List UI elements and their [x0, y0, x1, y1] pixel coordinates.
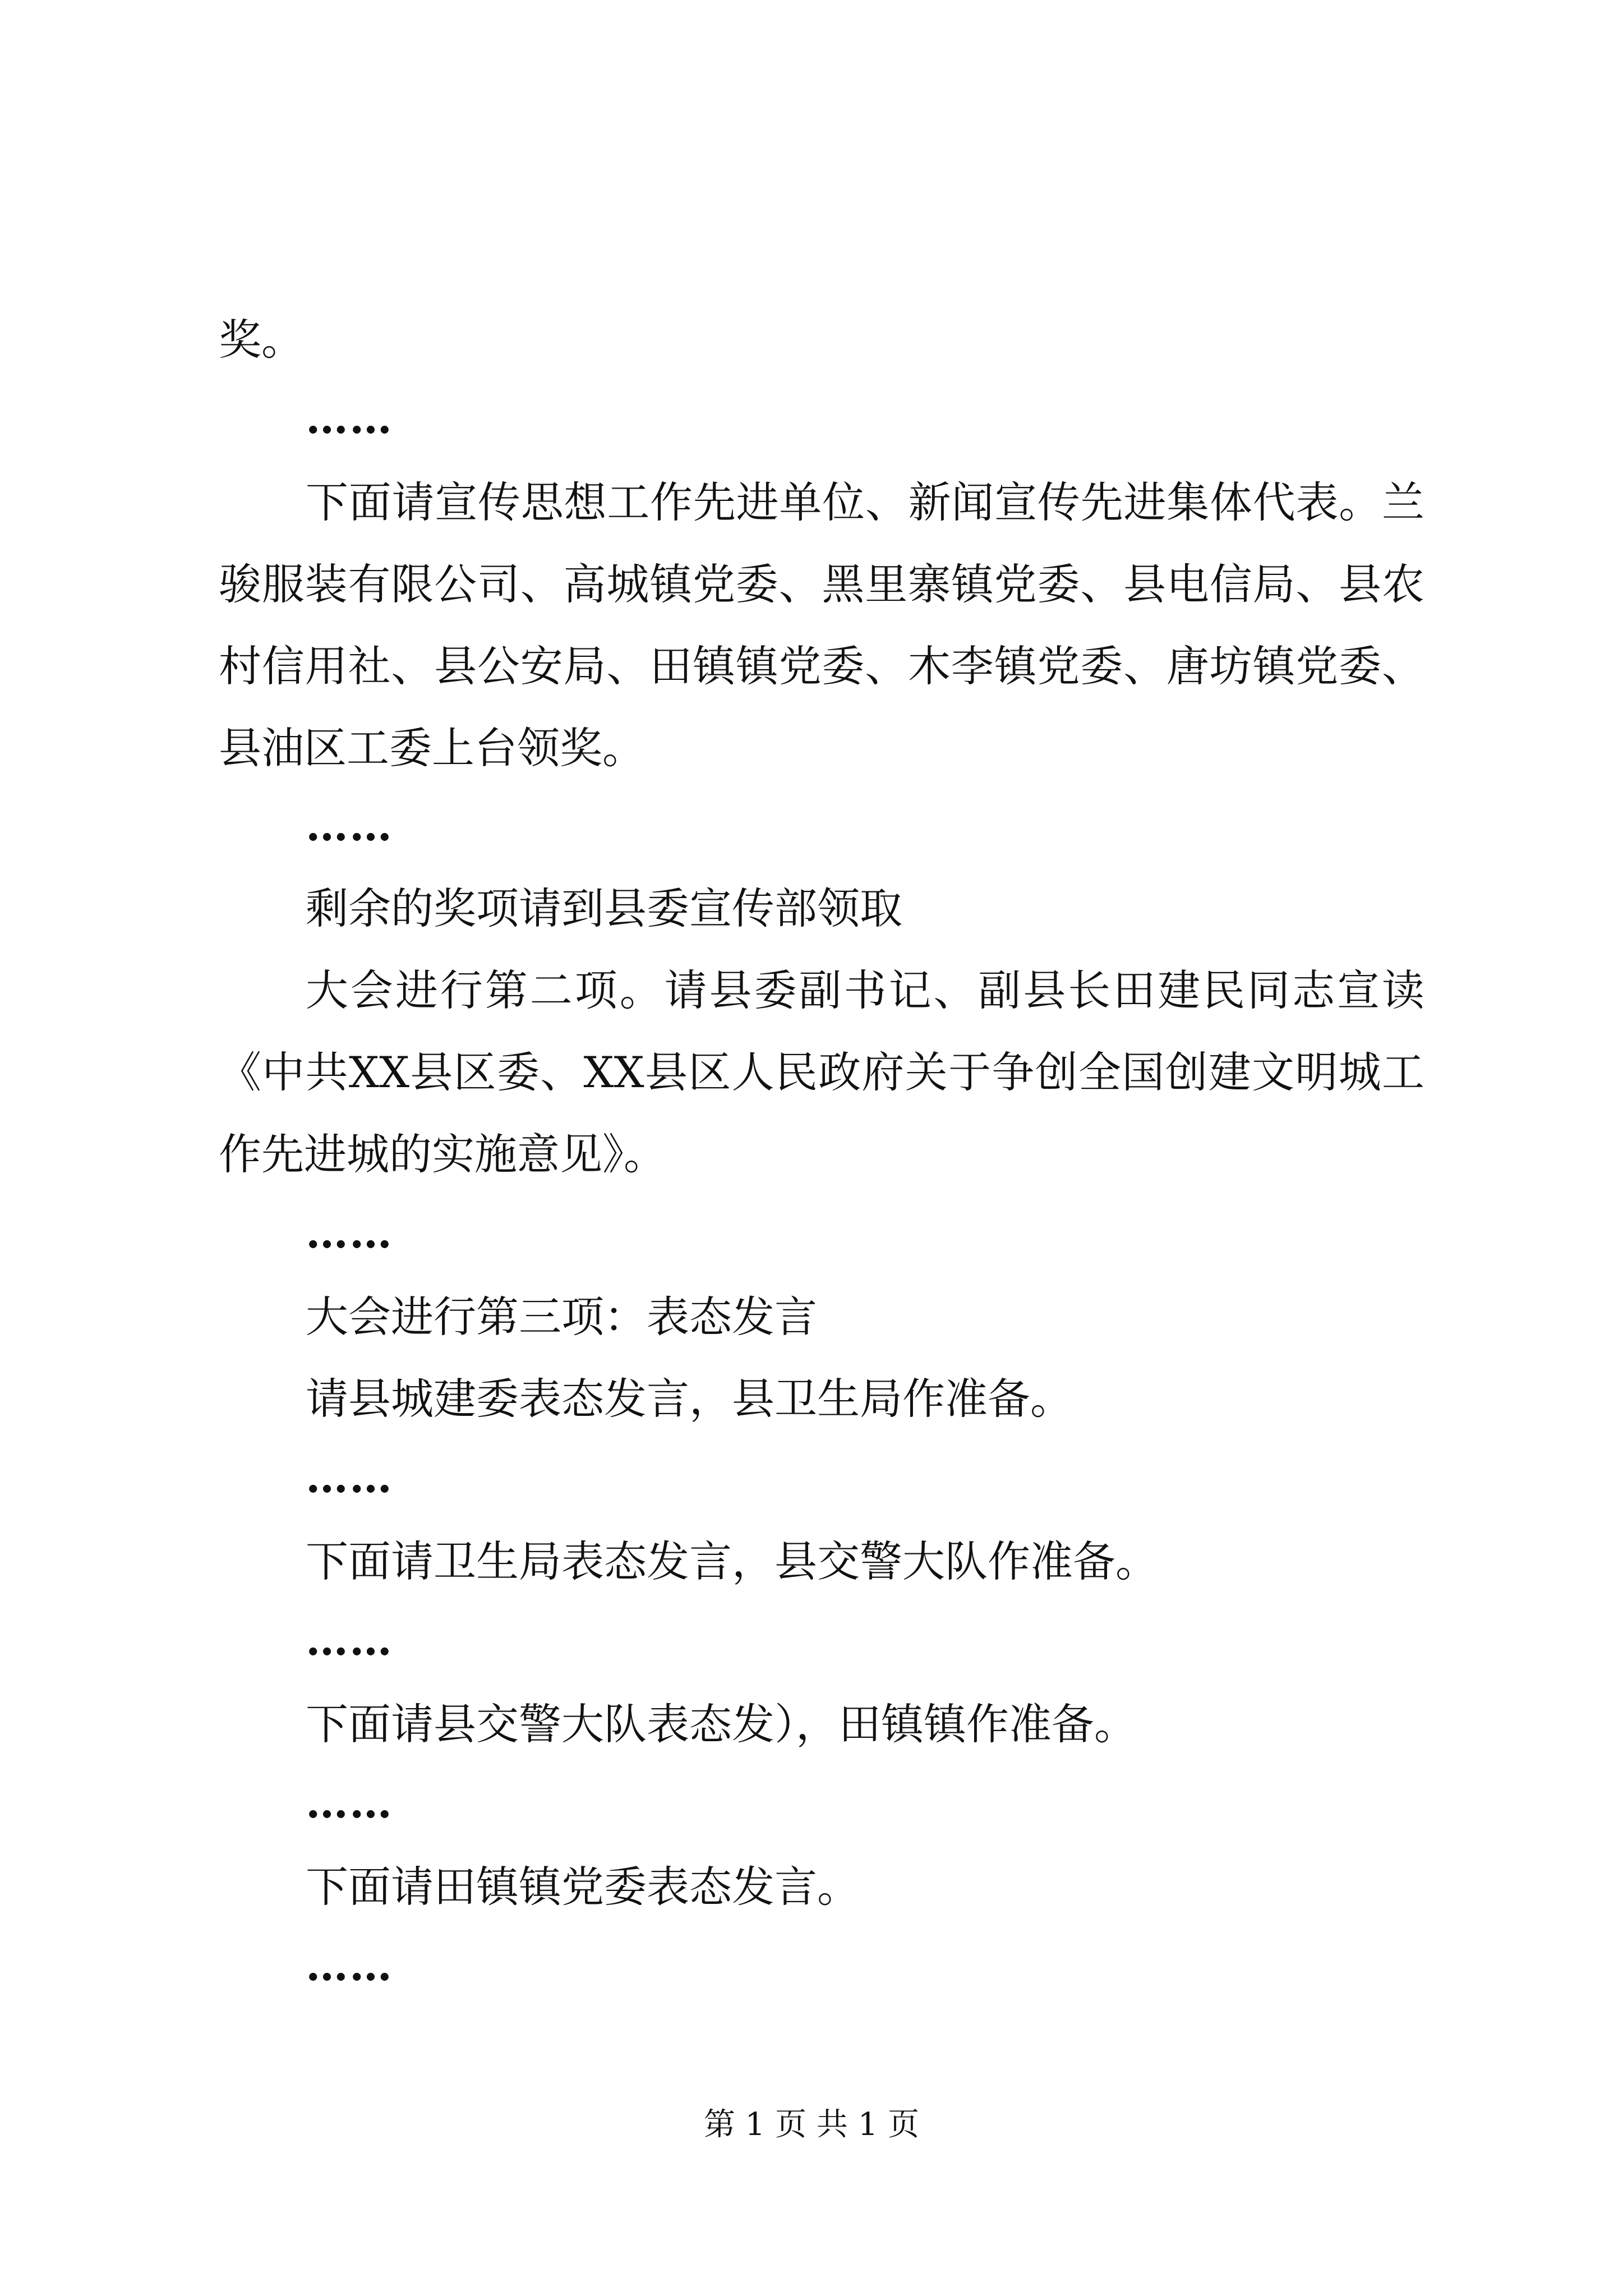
ellipsis-line: ……: [306, 1452, 393, 1502]
paragraph-line: 村信用社、县公安局、田镇镇党委、木李镇党委、唐坊镇党委、: [219, 641, 1424, 691]
paragraph-line: 下面请县交警大队表态发），田镇镇作准备。: [306, 1699, 1137, 1749]
ellipsis-line: ……: [306, 800, 393, 850]
paragraph-line: 下面请田镇镇党委表态发言。: [306, 1862, 860, 1912]
paragraph-line: 县油区工委上台领奖。: [219, 723, 645, 773]
ellipsis-line: ……: [306, 1615, 393, 1665]
paragraph-line: 骏服装有限公司、高城镇党委、黑里寨镇党委、县电信局、县农: [219, 559, 1424, 609]
page-footer: 第 1 页 共 1 页: [703, 2106, 920, 2143]
ellipsis-line: ……: [306, 1778, 393, 1828]
paragraph-line: 大会进行第二项。请县委副书记、副县长田建民同志宣读: [306, 965, 1424, 1015]
text-line-award-end: 奖。: [219, 315, 304, 365]
ellipsis-line: ……: [306, 1940, 393, 1990]
paragraph-line: 《中共XX县区委、XX县区人民政府关于争创全国创建文明城工: [219, 1047, 1424, 1097]
ellipsis-line: ……: [306, 1208, 393, 1258]
paragraph-line: 请县城建委表态发言，县卫生局作准备。: [306, 1374, 1073, 1424]
paragraph-line: 下面请宣传思想工作先进单位、新闻宣传先进集体代表。兰: [306, 477, 1424, 527]
paragraph-line: 下面请卫生局表态发言，县交警大队作准备。: [306, 1536, 1158, 1586]
paragraph-line: 剩余的奖项请到县委宣传部领取: [306, 884, 902, 933]
paragraph-line: 大会进行第三项：表态发言: [306, 1292, 817, 1342]
paragraph-line: 作先进城的实施意见》。: [219, 1129, 666, 1179]
ellipsis-line: ……: [306, 393, 393, 443]
